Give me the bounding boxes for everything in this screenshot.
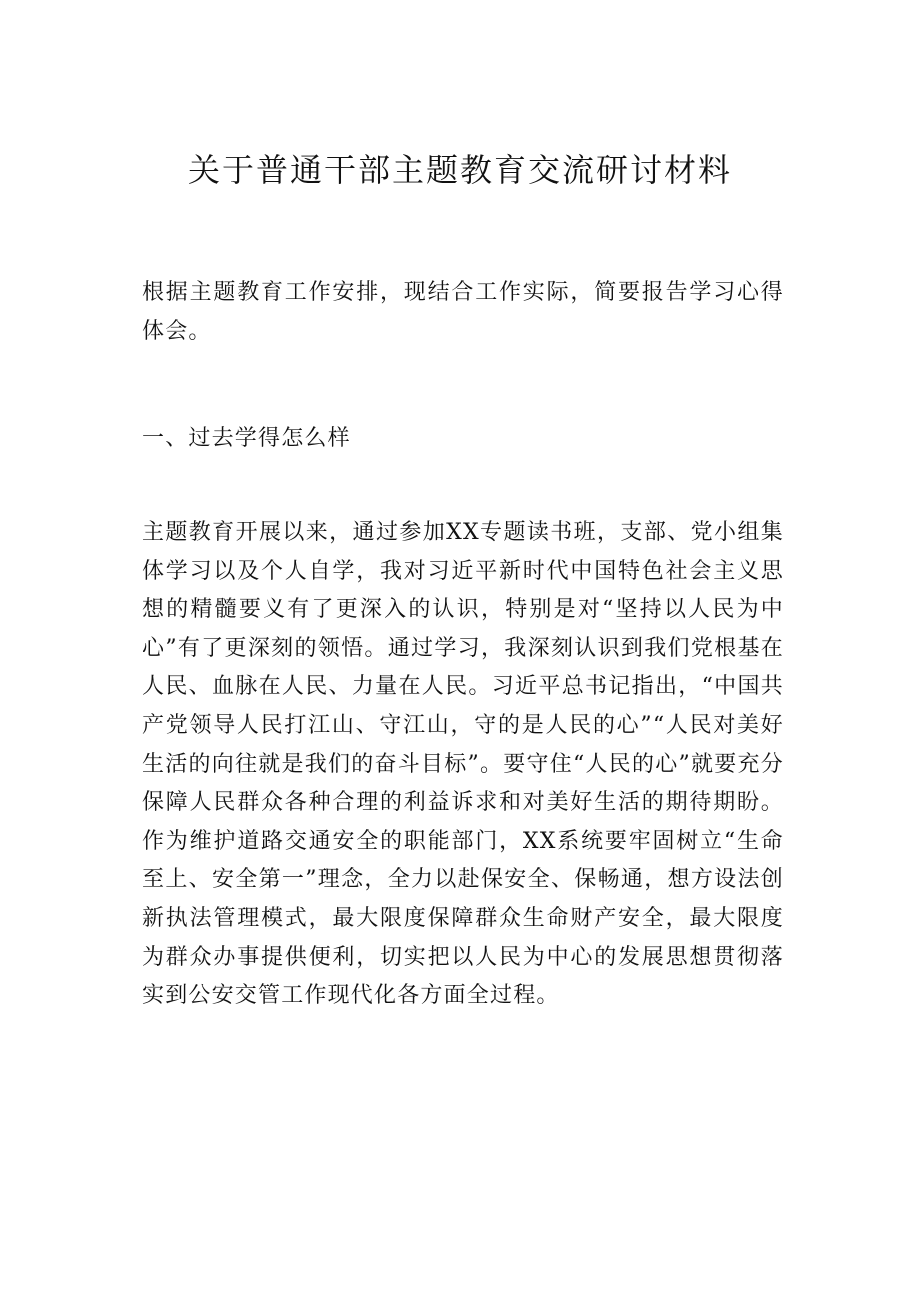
document-title: 关于普通干部主题教育交流研讨材料 xyxy=(187,151,732,189)
body-paragraph: 主题教育开展以来，通过参加XX专题读书班，支部、党小组集体学习以及个人自学，我对习近平新时代中国特色社会主义思想的精髓要义有了更深入的认识，特别是对“坚持以人民为中心”有了更深刻的领悟。通过学习，我深刻认识到我们党根基在人民、血脉在人民、力量在人民。习近平总书记指出，“中国共产党领导人民打江山、守江山，守的是人民的心”“人民对美好生活的向往就是我们的奋斗目标”。要守住“人民的心”就要充分保障人民群众各种合理的利益诉求和对美好生活的期待期盼。作为维护道路交通安全的职能部门，XX系统要牢固树立“生命至上、安全第一”理念，全力以赴保安全、保畅通，想方设法创新执法管理模式，最大限度保障群众生命财产安全，最大限度为群众办事提供便利，切实把以人民为中心的发展思想贯彻落实到公安交管工作现代化各方面全过程。 xyxy=(142,520,784,1009)
intro-paragraph: 根据主题教育工作安排，现结合工作实际，简要报告学习心得体会。 xyxy=(142,280,784,344)
section-heading: 一、过去学得怎么样 xyxy=(142,426,351,451)
